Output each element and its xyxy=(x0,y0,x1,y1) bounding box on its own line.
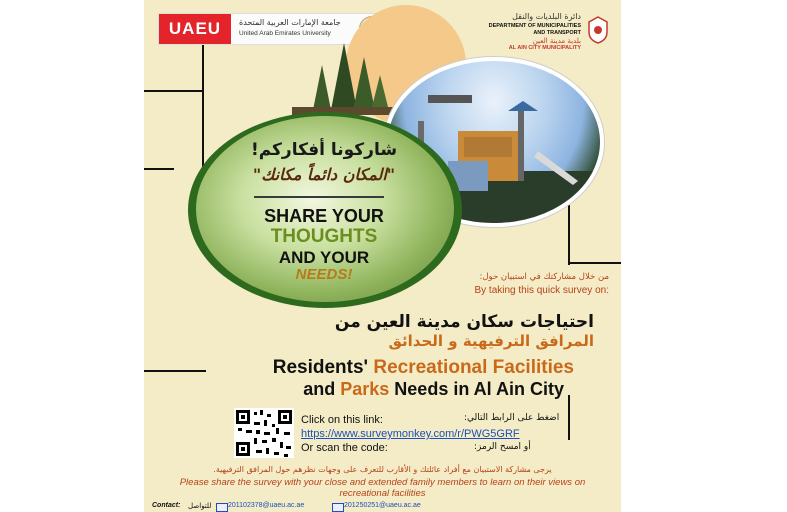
municipality-name-ar: بلدية مدينة العين xyxy=(532,37,581,45)
dept-name-en xyxy=(489,23,581,37)
uaeu-name-en: United Arab Emirates University xyxy=(239,30,331,37)
intro-ar: من خلال مشاركتك في استبيان حول: xyxy=(479,272,609,282)
decor-line xyxy=(144,90,202,92)
slogan-divider xyxy=(254,196,384,198)
intro-en: By taking this quick survey on: xyxy=(474,285,609,296)
survey-title-residents: Residents' xyxy=(272,357,374,378)
qr-code-icon[interactable] xyxy=(234,408,294,458)
decor-line xyxy=(568,395,570,440)
click-link-label: Click on this link: xyxy=(301,414,383,426)
contact-label: Contact: xyxy=(152,502,181,509)
survey-title-ar-line1: احتياجات سكان مدينة العين من xyxy=(334,312,594,332)
ar-slogan: "المكان دائماً مكانك" xyxy=(252,165,396,184)
ar-share-title: شاركونا أفكاركم! xyxy=(250,140,398,160)
pine-trees-image xyxy=(292,35,400,115)
decor-line xyxy=(568,205,570,265)
decor-line xyxy=(144,168,174,170)
click-link-label-ar: اضغط على الرابط التالي: xyxy=(464,413,560,423)
survey-poster xyxy=(144,0,621,512)
survey-title-en-line2 xyxy=(214,379,564,400)
survey-title-needs: Needs in Al Ain City xyxy=(389,379,564,399)
share-note-en: Please share the survey with your close and extended family members to learn on their views on recreational facilities xyxy=(179,477,586,499)
survey-link[interactable]: https://www.surveymonkey.com/r/PWG5GRF xyxy=(301,428,520,440)
scan-code-label-ar: أو امسح الرمز: xyxy=(474,442,531,452)
decor-line xyxy=(568,262,621,264)
share-your-line: SHARE YOUR xyxy=(264,206,384,226)
survey-title-and: and xyxy=(303,379,341,399)
scan-code-label: Or scan the code: xyxy=(301,442,388,454)
dept-name-en-line1: DEPARTMENT OF MUNICIPALITIES xyxy=(488,23,581,29)
and-your-line: AND YOUR xyxy=(278,248,370,267)
mail-icon xyxy=(332,503,344,512)
municipality-name-en: AL AIN CITY MUNICIPALITY xyxy=(508,45,581,51)
mail-icon xyxy=(216,503,228,512)
uaeu-logo: UAEU xyxy=(159,14,231,44)
survey-title-en-line1 xyxy=(214,357,574,379)
survey-title-recreational: Recreational Facilities xyxy=(373,357,574,378)
thoughts-line: THOUGHTS xyxy=(270,226,378,247)
uaeu-name-ar: جامعة الإمارات العربية المتحدة xyxy=(239,18,341,27)
decor-line xyxy=(144,370,206,372)
share-note-ar: يرجى مشاركة الاستبيان مع أفراد عائلتك و الأقارب للتعرف على وجهات نظرهم حول المرافق الترفيهية. xyxy=(213,465,552,474)
contact-email-1[interactable]: 201102378@uaeu.ac.ae xyxy=(228,502,305,509)
dept-name-ar: دائرة البلديات والنقل xyxy=(512,12,581,21)
dept-name-en-line2: AND TRANSPORT xyxy=(533,30,581,36)
contact-email-2[interactable]: 201250251@uaeu.ac.ae xyxy=(344,502,421,509)
contact-label-ar: للتواصل xyxy=(188,502,212,510)
survey-title-ar-line2: المرافق الترفيهية و الحدائق xyxy=(388,332,594,350)
abu-dhabi-emblem-icon xyxy=(587,16,609,44)
survey-title-parks: Parks xyxy=(340,379,390,399)
decor-line xyxy=(202,30,204,170)
needs-line: NEEDS! xyxy=(295,266,353,283)
